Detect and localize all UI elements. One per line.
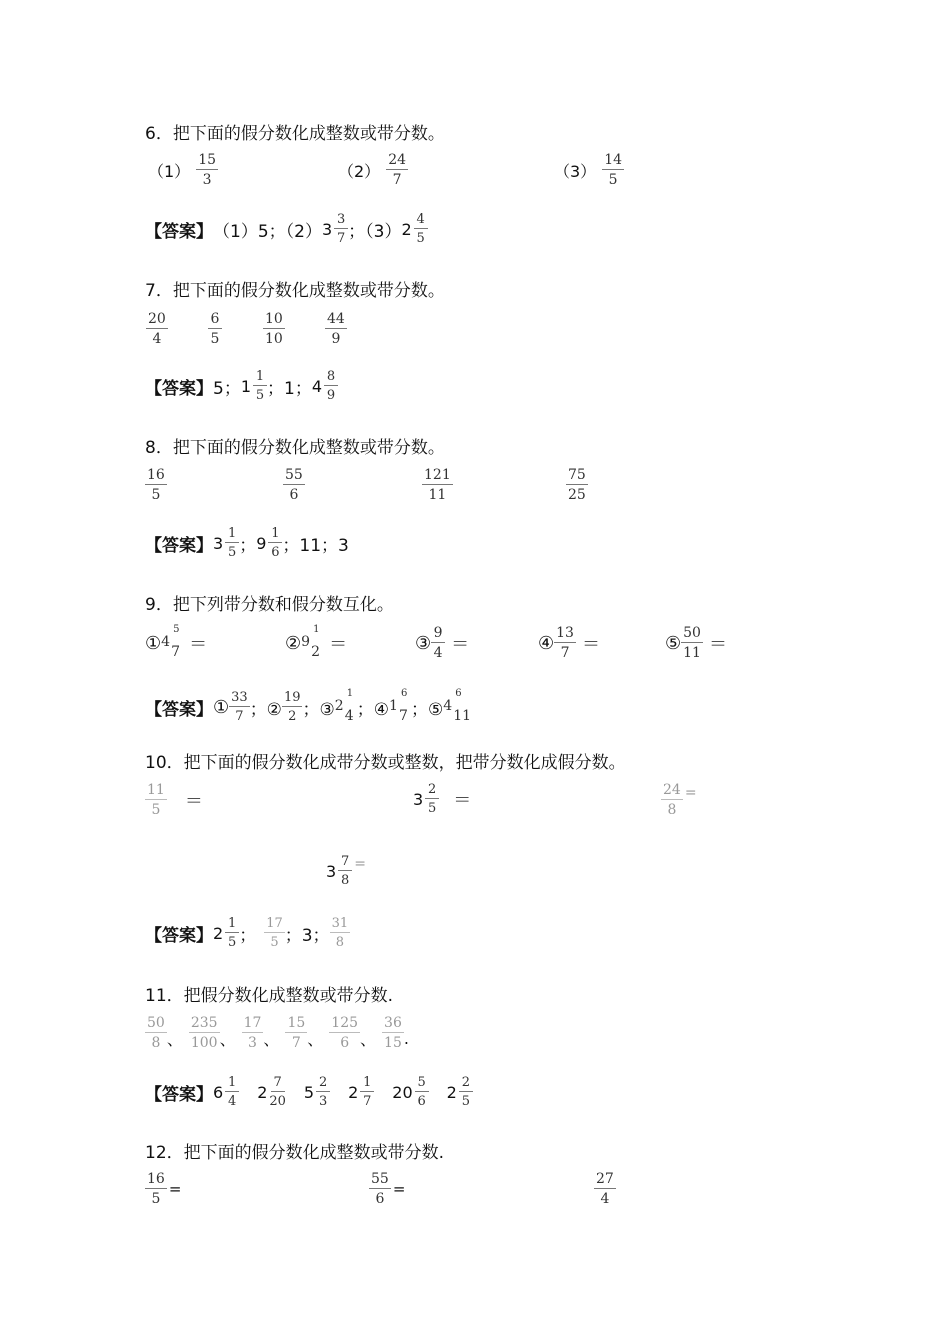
fraction: $\frac{31}{8}$ bbox=[331, 916, 349, 950]
q12-item-1: $\frac{16}{5}$ = bbox=[147, 1171, 182, 1207]
fraction: $\frac{50}{8}$ bbox=[147, 1015, 165, 1051]
answer-text: ；（3） bbox=[348, 221, 402, 242]
q10-item-3: $\frac{24}{8}$ = bbox=[663, 782, 697, 818]
fraction: $\frac{24}{7}$ bbox=[388, 152, 407, 188]
answer-text: 5； bbox=[213, 378, 241, 399]
answer-tag: 【答案】 bbox=[145, 221, 213, 242]
mixed-number bbox=[392, 1076, 428, 1108]
q10-item-2: 3 $\frac{2}{5}$ ＝ bbox=[413, 782, 472, 816]
answer-tag: 【答案】 bbox=[145, 378, 213, 399]
answer-text: ；11；3 bbox=[282, 535, 349, 556]
fraction: $\frac{55}{6}$ bbox=[285, 467, 303, 503]
fraction: $\frac{7}{20}$ bbox=[269, 1075, 286, 1109]
fraction: $\frac{24}{8}$ bbox=[663, 782, 681, 818]
q9-item-4: ④ $\frac{13}{7}$ ＝ bbox=[538, 625, 600, 661]
q12-item-2: $\frac{55}{6}$ = bbox=[371, 1171, 406, 1207]
fraction: $\frac{14}{5}$ bbox=[604, 152, 623, 188]
mixed-number: 3 $\frac{3}{7}$ bbox=[322, 213, 348, 245]
fraction: $\frac{20}{4}$ bbox=[148, 311, 166, 347]
answer-text: （1）5；（2） bbox=[213, 221, 322, 242]
fraction: $\frac{235}{100}$ bbox=[190, 1015, 218, 1051]
whole-part: 5 bbox=[303, 1082, 315, 1102]
fraction: $\frac{19}{2}$ bbox=[283, 690, 301, 724]
q6-item-label: （3） bbox=[554, 161, 597, 181]
q7-answer bbox=[145, 370, 338, 402]
answer-list bbox=[213, 1076, 473, 1108]
q11-answer bbox=[145, 1076, 473, 1108]
mixed-number: 2 $\frac{4}{5}$ bbox=[401, 213, 427, 245]
whole-part: 6 bbox=[213, 1082, 224, 1102]
mixed-number: 1 $\frac{1}{5}$ bbox=[241, 370, 267, 402]
fraction: $\frac{44}{9}$ bbox=[327, 311, 345, 347]
fraction: $\frac{27}{4}$ bbox=[596, 1171, 614, 1207]
q11-title: 11．把假分数化成整数或带分数. bbox=[145, 986, 394, 1006]
mixed-number: 2 1 4 bbox=[334, 688, 354, 724]
q6-item-3 bbox=[554, 153, 624, 187]
mixed-number: 9 1 2 bbox=[301, 624, 321, 660]
fraction: $\frac{16}{5}$ bbox=[147, 467, 165, 503]
fraction: $\frac{10}{10}$ bbox=[265, 311, 283, 347]
q6-title: 6．把下面的假分数化成整数或带分数。 bbox=[145, 124, 445, 144]
mixed-number bbox=[257, 1076, 286, 1108]
fraction: $\frac{6}{5}$ bbox=[208, 312, 222, 346]
q8-answer bbox=[145, 527, 349, 559]
q12-item-3 bbox=[594, 1172, 616, 1206]
q9-item-5: ⑤ $\frac{50}{11}$ ＝ bbox=[665, 625, 727, 661]
q9-answer: 【答案】 ① $\frac{33}{7}$ ；② $\frac{19}{2}$ ；③ 2 1 4 ；④ 1 6 7 ；⑤ 4 6 11 bbox=[145, 688, 472, 724]
fraction: $\frac{5}{6}$ bbox=[415, 1076, 429, 1108]
q6-item-2 bbox=[338, 153, 408, 187]
fraction: $\frac{15}{7}$ bbox=[287, 1015, 306, 1051]
q9-item-1: ① 4 5 7 ＝ bbox=[145, 624, 208, 660]
answer-text: ；1； bbox=[267, 378, 312, 399]
fraction: $\frac{75}{25}$ bbox=[568, 467, 586, 503]
fraction: $\frac{1}{4}$ bbox=[225, 1076, 239, 1108]
whole-part: 2 bbox=[257, 1082, 268, 1102]
fraction: $\frac{16}{5}$ bbox=[147, 1171, 165, 1207]
mixed-number bbox=[447, 1076, 473, 1108]
fraction: $\frac{13}{7}$ bbox=[556, 625, 574, 661]
answer-tag: 【答案】 bbox=[145, 535, 213, 556]
q9-title: 9．把下列带分数和假分数互化。 bbox=[145, 595, 394, 615]
fraction: $\frac{2}{5}$ bbox=[459, 1076, 473, 1108]
q8-title: 8．把下面的假分数化成整数或带分数。 bbox=[145, 438, 445, 458]
fraction: $\frac{50}{11}$ bbox=[683, 625, 701, 661]
q11-items: $\frac{50}{8}$ 、 $\frac{235}{100}$ 、 $\frac{17}{3}$ 、 $\frac{15}{7}$ 、 $\frac{125}{6}$ 、 $\frac{36}{15}$ . bbox=[147, 1015, 409, 1051]
mixed-number bbox=[348, 1076, 374, 1108]
q10-answer: 【答案】 2 $\frac{1}{5}$ ； $\frac{17}{5}$ ；3； $\frac{31}{8}$ bbox=[145, 916, 349, 950]
q9-item-2: ② 9 1 2 ＝ bbox=[285, 624, 348, 660]
fraction: $\frac{33}{7}$ bbox=[231, 690, 248, 724]
mixed-number bbox=[213, 1076, 239, 1108]
fraction: $\frac{121}{11}$ bbox=[424, 467, 451, 503]
whole-part: 2 bbox=[348, 1082, 359, 1102]
mixed-number: 9 $\frac{1}{6}$ bbox=[256, 527, 282, 559]
fraction: $\frac{17}{5}$ bbox=[266, 916, 283, 950]
q12-title: 12．把下面的假分数化成整数或带分数. bbox=[145, 1143, 445, 1163]
fraction: $\frac{2}{3}$ bbox=[316, 1076, 330, 1108]
q6-item-label: （2） bbox=[338, 161, 381, 181]
fraction: $\frac{55}{6}$ bbox=[371, 1171, 389, 1207]
q7-title: 7．把下面的假分数化成整数或带分数。 bbox=[145, 281, 445, 301]
mixed-number: 2 $\frac{1}{5}$ bbox=[213, 917, 239, 949]
mixed-number: 3 $\frac{1}{5}$ bbox=[213, 527, 239, 559]
whole-part: 20 bbox=[392, 1082, 413, 1102]
mixed-number: 4 $\frac{8}{9}$ bbox=[312, 370, 338, 402]
answer-tag: 【答案】 bbox=[145, 925, 213, 946]
fraction: $\frac{125}{6}$ bbox=[331, 1015, 359, 1051]
answer-tag: 【答案】 bbox=[145, 699, 213, 720]
q9-item-3: ③ $\frac{9}{4}$ ＝ bbox=[415, 625, 470, 661]
mixed-number: 4 6 11 bbox=[443, 688, 472, 724]
whole-part: 2 bbox=[446, 1082, 457, 1102]
q10-item-4: 3 $\frac{7}{8}$ = bbox=[326, 854, 366, 888]
answer-text: ； bbox=[239, 535, 257, 556]
mixed-number: 4 5 7 bbox=[161, 624, 181, 660]
fraction: $\frac{9}{4}$ bbox=[431, 626, 445, 660]
mixed-number: 1 6 7 bbox=[388, 688, 408, 724]
fraction: $\frac{17}{3}$ bbox=[243, 1015, 262, 1051]
q10-item-1: $\frac{11}{5}$ ＝ bbox=[147, 782, 203, 818]
q10-title: 10．把下面的假分数化成带分数或整数，把带分数化成假分数。 bbox=[145, 753, 626, 773]
answer-tag: 【答案】 bbox=[145, 1084, 213, 1105]
fraction: $\frac{36}{15}$ bbox=[384, 1015, 402, 1051]
q6-item-1 bbox=[148, 153, 218, 187]
fraction: $\frac{15}{3}$ bbox=[198, 152, 217, 188]
q6-item-label: （1） bbox=[148, 161, 191, 181]
fraction: $\frac{1}{7}$ bbox=[360, 1076, 374, 1108]
q6-answer bbox=[145, 213, 428, 245]
mixed-number bbox=[304, 1076, 330, 1108]
fraction: $\frac{11}{5}$ bbox=[147, 782, 165, 818]
